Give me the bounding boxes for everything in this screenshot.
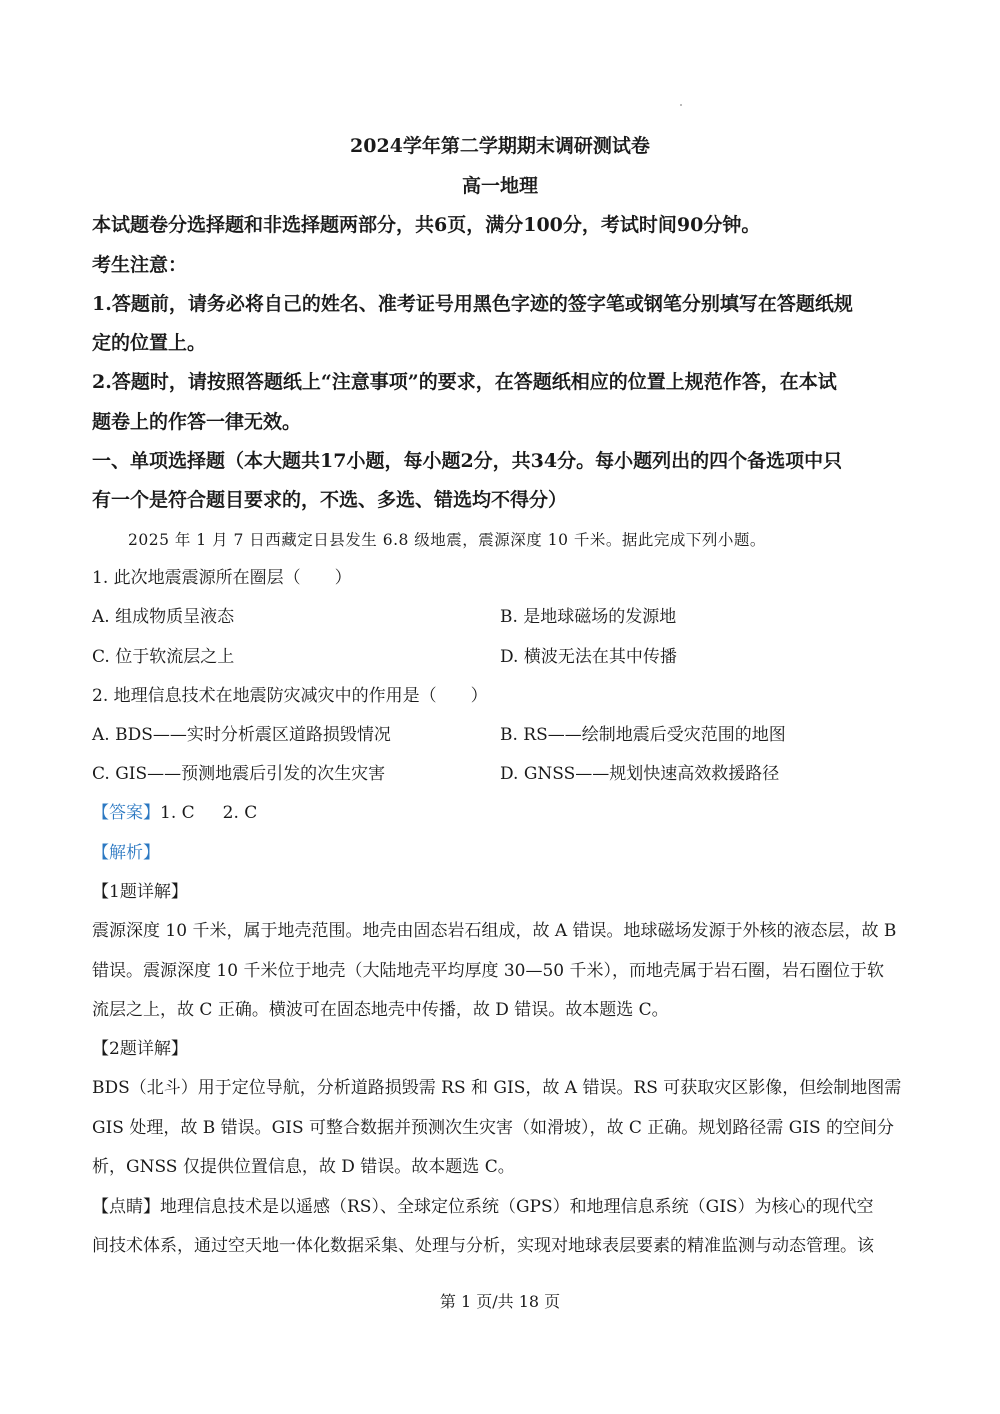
answer-1: 1. C	[160, 803, 195, 823]
q1-detail-label: 【1题详解】	[92, 882, 188, 902]
section-heading-line-1: 一、单项选择题（本大题共17小题，每小题2分，共34分。每小题列出的四个备选项中只	[92, 450, 843, 472]
q2-detail-line-3: 析，GNSS 仅提供位置信息，故 D 错误。故本题选 C。	[92, 1157, 515, 1177]
question-1-option-c: C. 位于软流层之上	[92, 647, 235, 667]
question-2-option-a: A. BDS——实时分析震区道路损毁情况	[92, 725, 391, 745]
answer-label: 【答案】	[92, 803, 160, 823]
notice-item-2-line-2: 题卷上的作答一律无效。	[92, 411, 302, 433]
question-2-option-b: B. RS——绘制地震后受灾范围的地图	[500, 725, 786, 745]
page-number: 第 1 页/共 18 页	[439, 1292, 561, 1311]
notice-label: 考生注意：	[92, 254, 188, 276]
q2-detail-line-1: BDS（北斗）用于定位导航，分析道路损毁需 RS 和 GIS，故 A 错误。RS 可获取灾区影像，但绘制地图需	[92, 1078, 902, 1098]
question-1-option-b: B. 是地球磁场的发源地	[500, 607, 677, 627]
question-2-option-c: C. GIS——预测地震后引发的次生灾害	[92, 764, 386, 784]
question-1-option-d: D. 横波无法在其中传播	[500, 647, 677, 667]
question-1-stem: 1. 此次地震震源所在圈层（ ）	[92, 568, 352, 588]
scan-speck	[680, 104, 682, 106]
notice-item-2-line-1: 2.答题时，请按照答题纸上“注意事项”的要求，在答题纸相应的位置上规范作答，在本试	[92, 371, 837, 393]
section-heading-line-2: 有一个是符合题目要求的，不选、多选、错选均不得分）	[92, 489, 568, 511]
q1-detail-line-3: 流层之上，故 C 正确。横波可在固态地壳中传播，故 D 错误。故本题选 C。	[92, 1000, 669, 1020]
question-2-option-d: D. GNSS——规划快速高效救援路径	[500, 764, 780, 784]
exam-subject: 高一地理	[461, 175, 538, 197]
question-1-option-a: A. 组成物质呈液态	[92, 607, 235, 627]
tip-line-1	[92, 1195, 912, 1219]
q2-detail-line-2: GIS 处理，故 B 错误。GIS 可整合数据并预测次生灾害（如滑坡），故 C 正确。规划路径需 GIS 的空间分	[92, 1118, 895, 1138]
q1-detail-line-2: 错误。震源深度 10 千米位于地壳（大陆地壳平均厚度 30—50 千米），而地壳属于岩石圈，岩石圈位于软	[92, 961, 885, 981]
tip-label: 【点睛】	[92, 1197, 160, 1217]
q2-detail-label: 【2题详解】	[92, 1039, 188, 1059]
tip-text-1: 地理信息技术是以遥感（RS）、全球定位系统（GPS）和地理信息系统（GIS）为核心的现代空	[160, 1197, 874, 1217]
q1-detail-line-1: 震源深度 10 千米，属于地壳范围。地壳由固态岩石组成，故 A 错误。地球磁场发源于外核的液态层，故 B	[92, 921, 897, 941]
notice-item-1-line-1: 1.答题前，请务必将自己的姓名、准考证号用黑色字迹的签字笔或钢笔分别填写在答题纸规	[92, 293, 853, 315]
tip-line-2: 间技术体系，通过空天地一体化数据采集、处理与分析，实现对地球表层要素的精准监测与动态管理。该	[92, 1236, 874, 1256]
exam-title: 2024学年第二学期期末调研测试卷	[350, 135, 650, 157]
answer-2: 2. C	[222, 803, 258, 823]
answer-line	[92, 801, 912, 825]
question-2-stem: 2. 地理信息技术在地震防灾减灾中的作用是（ ）	[92, 686, 488, 706]
exam-info: 本试题卷分选择题和非选择题两部分，共6页，满分100分，考试时间90分钟。	[92, 214, 761, 236]
analysis-label: 【解析】	[92, 843, 160, 863]
material-intro: 2025 年 1 月 7 日西藏定日县发生 6.8 级地震，震源深度 10 千米。据此完成下列小题。	[128, 531, 766, 549]
notice-item-1-line-2: 定的位置上。	[92, 332, 207, 354]
